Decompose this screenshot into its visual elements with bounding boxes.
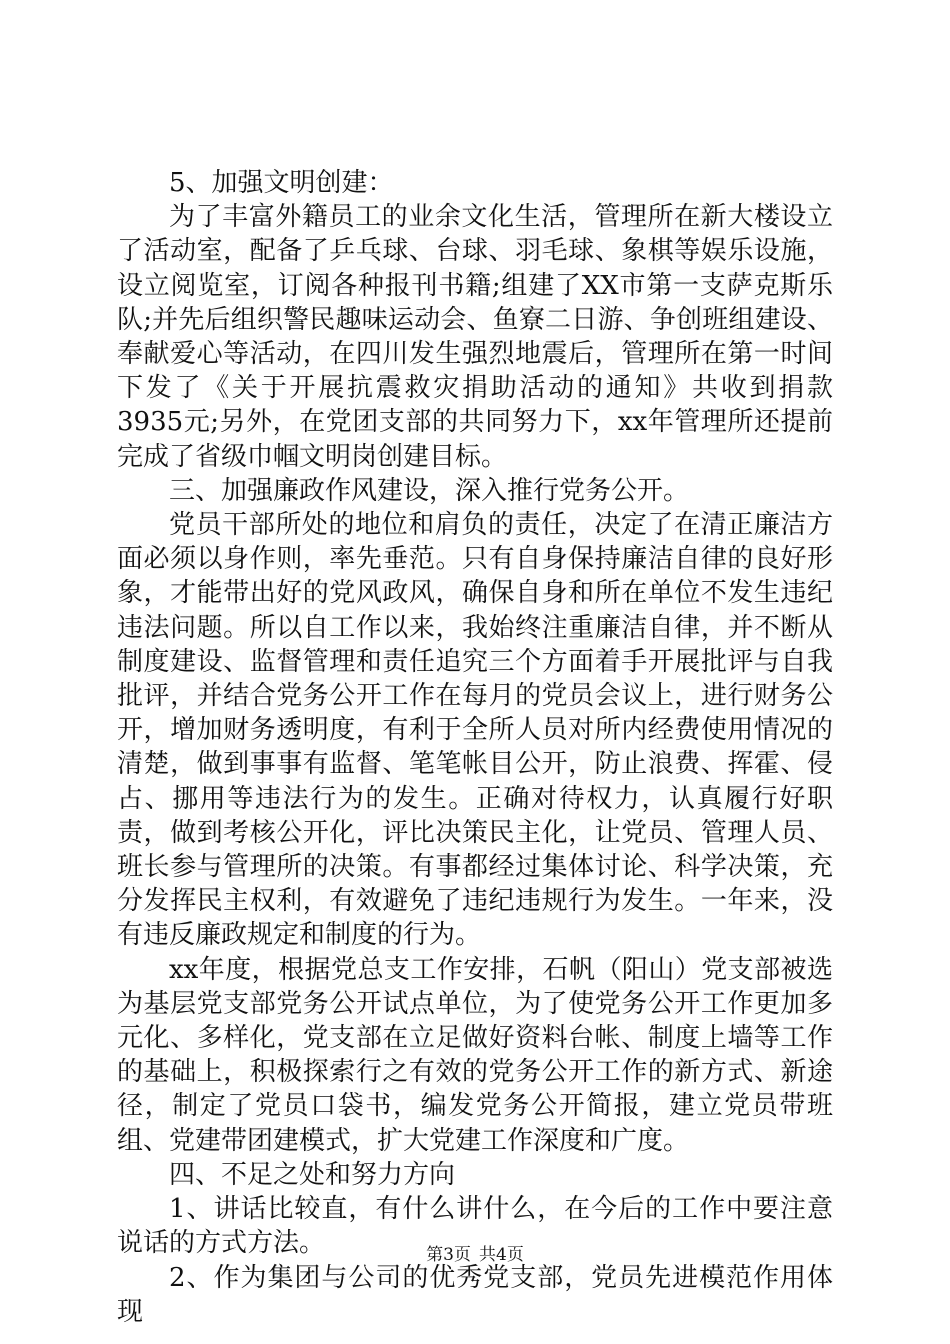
document-body	[117, 166, 833, 1329]
page-number-current: 第3页	[426, 1245, 471, 1265]
paragraph-party-affairs: xx年度，根据党总支工作安排，石帆（阳山）党支部被选为基层党支部党务公开试点单位，为了使党务公开工作更加多元化、多样化，党支部在立足做好资料台帐、制度上墙等工作的基础上，积极探索行之有效的党务公开工作的新方式、新途径，制定了党员口袋书，编发党务公开简报，建立党员带班组、党建带团建模式，扩大党建工作深度和广度。	[117, 954, 833, 1156]
paragraph-culture-activities: 为了丰富外籍员工的业余文化生活，管理所在新大楼设立了活动室，配备了乒乓球、台球、羽毛球、象棋等娱乐设施，设立阅览室，订阅各种报刊书籍;组建了XX市第一支萨克斯乐队;并先后组织警民趣味运动会、鱼寮二日游、争创班组建设、奉献爱心等活动，在四川发生强烈地震后，管理所在第一时间下发了《关于开展抗震救灾捐助活动的通知》共收到捐款3935元;另外，在党团支部的共同努力下，xx年管理所还提前完成了省级巾帼文明岗创建目标。	[117, 202, 833, 472]
section-heading-shortcomings: 四、不足之处和努力方向	[169, 1159, 456, 1190]
section-heading-civilization: 5、加强文明创建：	[169, 168, 394, 198]
paragraph-shortcoming-2: 2、作为集团与公司的优秀党支部，党员先进模范作用体现	[117, 1262, 833, 1327]
page-number-total: 共4页	[479, 1245, 524, 1265]
paragraph-shortcoming-1: 1、讲话比较直，有什么讲什么，在今后的工作中要注意说话的方式方法。	[117, 1194, 833, 1259]
page-footer	[0, 1244, 950, 1266]
section-heading-integrity: 三、加强廉政作风建设，深入推行党务公开。	[169, 475, 690, 506]
paragraph-integrity: 党员干部所处的地位和肩负的责任，决定了在清正廉洁方面必须以身作则，率先垂范。只有自身保持廉洁自律的良好形象，才能带出好的党风政风，确保自身和所在单位不发生违纪违法问题。所以自工作以来，我始终注重廉洁自律，并不断从制度建设、监督管理和责任追究三个方面着手开展批评与自我批评，并结合党务公开工作在每月的党员会议上，进行财务公开，增加财务透明度，有利于全所人员对所内经费使用情况的清楚，做到事事有监督、笔笔帐目公开，防止浪费、挥霍、侵占、挪用等违法行为的发生。正确对待权力，认真履行好职责，做到考核公开化，评比决策民主化，让党员、管理人员、班长参与管理所的决策。有事都经过集体讨论、科学决策，充分发挥民主权利，有效避免了违纪违规行为发生。一年来，没有违反廉政规定和制度的行为。	[117, 510, 833, 951]
